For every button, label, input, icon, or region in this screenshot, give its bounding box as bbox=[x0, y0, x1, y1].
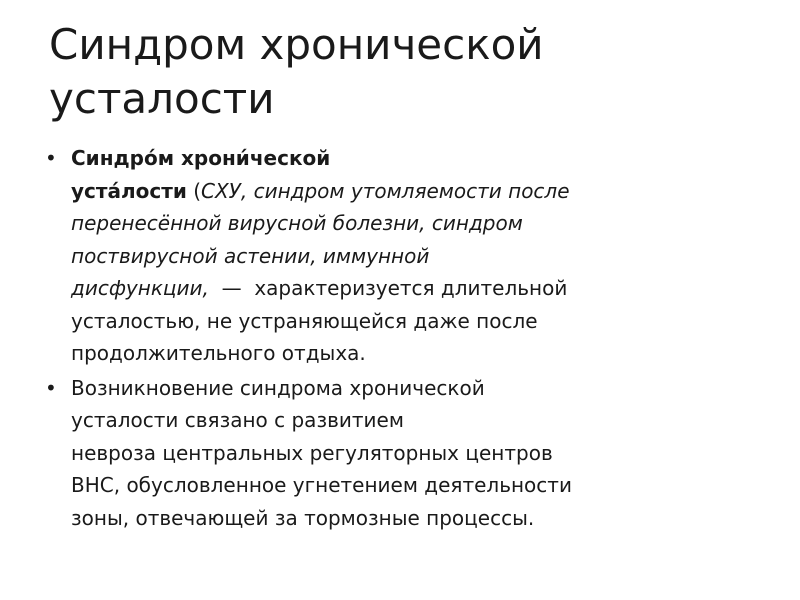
bullet-list bbox=[45, 142, 745, 536]
title-line: усталости bbox=[49, 74, 275, 123]
term-bold: Синдро́м хрони́ческой bbox=[71, 146, 331, 170]
bullet-dot: • bbox=[45, 146, 57, 170]
slide-title bbox=[49, 18, 769, 126]
bullet-item-definition bbox=[45, 142, 745, 370]
open-paren: ( bbox=[186, 178, 202, 203]
bullet-dot: • bbox=[45, 375, 57, 400]
text-line bbox=[71, 142, 745, 175]
text-line: усталости связано с развитием bbox=[71, 408, 404, 432]
synonyms-italic: перенесённой вирусной болезни, синдром bbox=[71, 211, 523, 235]
text-line bbox=[71, 272, 745, 305]
text-line: невроза центральных регуляторных центров bbox=[71, 440, 553, 465]
synonyms-italic: дисфункции, bbox=[71, 276, 209, 300]
text-line: Возникновение синдрома хронической bbox=[71, 375, 485, 400]
text-line: усталостью, не устраняющейся даже после bbox=[71, 308, 538, 333]
term-bold: уста́лости bbox=[71, 178, 187, 203]
text-line: ВНС, обусловленное угнетением деятельности bbox=[71, 473, 572, 497]
definition-text: — характеризуется длительной bbox=[208, 276, 568, 300]
synonyms-italic: СХУ, синдром утомляемости после bbox=[201, 178, 570, 203]
bullet-item-cause bbox=[45, 372, 745, 535]
synonyms-italic: поствирусной астении, иммунной bbox=[71, 243, 430, 268]
text-line bbox=[71, 175, 745, 208]
text-line: продолжительного отдыха. bbox=[71, 341, 366, 365]
text-line: зоны, отвечающей за тормозные процессы. bbox=[71, 505, 535, 530]
title-line: Синдром хронической bbox=[49, 20, 544, 69]
